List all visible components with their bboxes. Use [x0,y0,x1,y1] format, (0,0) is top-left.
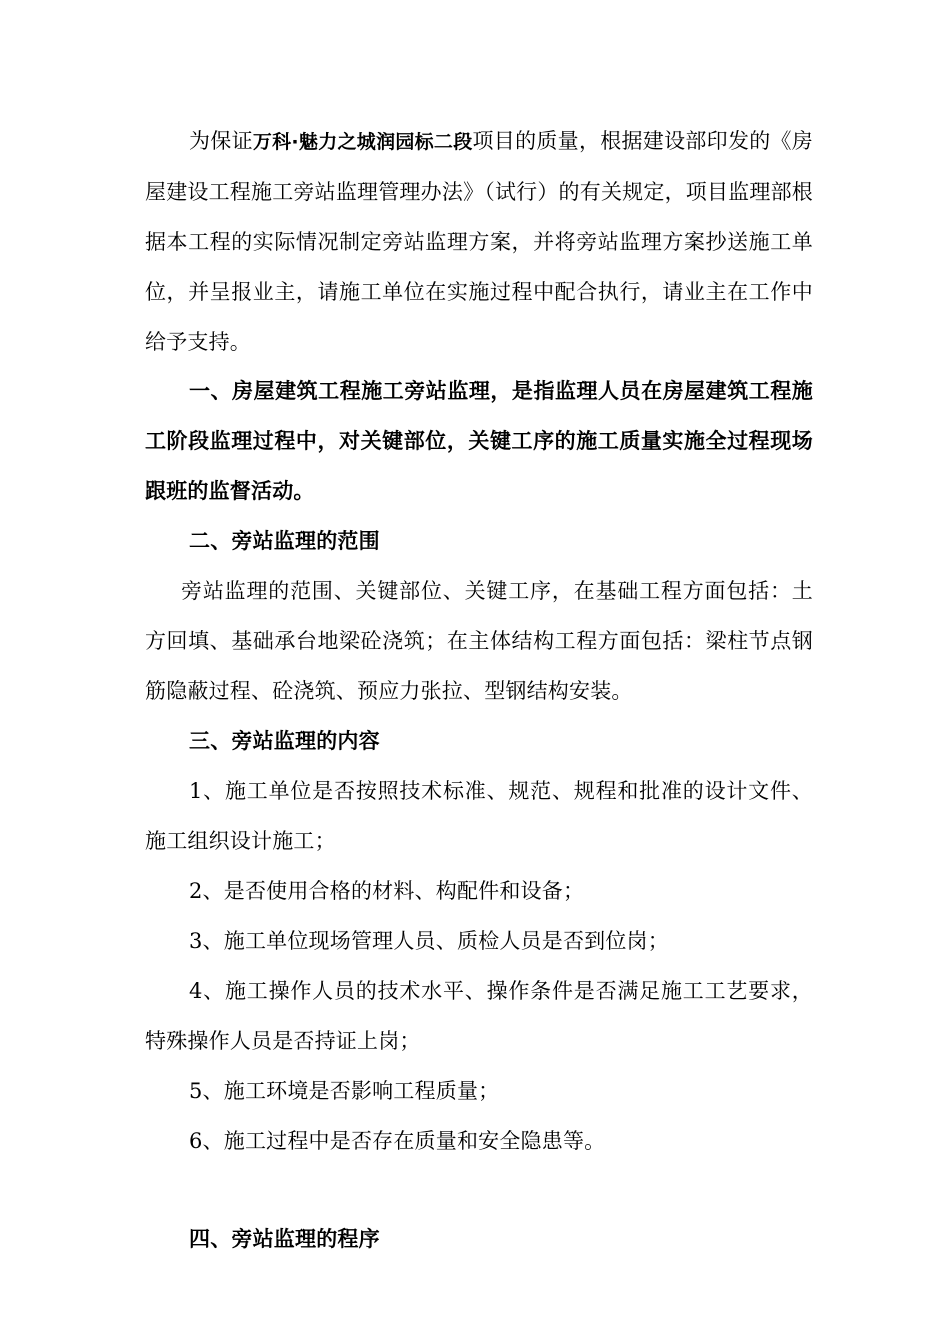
intro-suffix: 项目的质量，根据建设部印发的《房屋建设工程施工旁站监理管理办法》（试行）的有关规定，项目监理部根据本工程的实际情况制定旁站监理方案，并将旁站监理方案抄送施工单位，并呈报业主，请施工单位在实施过程中配合执行，请业主在工作中给予支持。 [145,129,813,354]
project-name: 万科·魅力之城润园标二段 [252,131,473,153]
list-item: 1、施工单位是否按照技术标准、规范、规程和批准的设计文件、施工组织设计施工； [145,779,813,853]
section4-heading: 四、旁站监理的程序 [189,1227,380,1251]
list-item: 4、施工操作人员的技术水平、操作条件是否满足施工工艺要求，特殊操作人员是否持证上岗； [145,979,813,1053]
section1-paragraph: 一、房屋建筑工程施工旁站监理，是指监理人员在房屋建筑工程施工阶段监理过程中，对关键部位，关键工序的施工质量实施全过程现场跟班的监督活动。 [145,379,813,503]
list-item: 3、施工单位现场管理人员、质检人员是否到位岗； [189,929,669,953]
section2-heading: 二、旁站监理的范围 [189,529,380,553]
intro-prefix: 为保证 [189,129,253,153]
list-item: 5、施工环境是否影响工程质量； [189,1079,500,1103]
section3-heading: 三、旁站监理的内容 [189,729,380,753]
intro-paragraph [145,116,813,367]
section2-body: 旁站监理的范围、关键部位、关键工序，在基础工程方面包括：土方回填、基础承台地梁砼浇筑；在主体结构工程方面包括：梁柱节点钢筋隐蔽过程、砼浇筑、预应力张拉、型钢结构安装。 [145,579,813,703]
list-item: 6、施工过程中是否存在质量和安全隐患等。 [189,1129,606,1153]
list-item: 2、是否使用合格的材料、构配件和设备； [189,879,585,903]
